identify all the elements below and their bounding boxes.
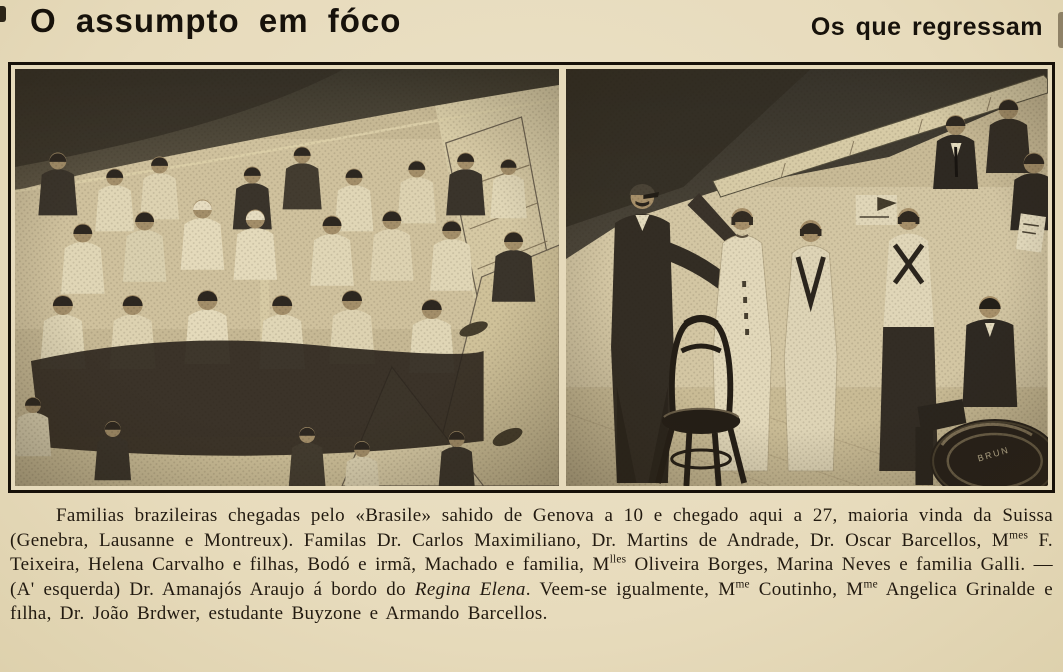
saloon-photo-illustration [15, 69, 559, 486]
photo-spread [8, 62, 1055, 493]
photo-vignette [566, 69, 1048, 486]
print-smudge-right [1058, 12, 1063, 48]
photo-right-deck-group [566, 69, 1048, 486]
madame-abbrev-sup-2: me [735, 578, 750, 591]
caption-run-4: . Veem-se igualmente, M [525, 578, 736, 600]
page-header [0, 0, 1063, 62]
mademoiselle-abbrev-sup: lles [609, 553, 627, 566]
caption-run-6: Angelica Grinalde e fılha, Dr. João Brdwer, estudante Buyzone e Armando Barcellos. [10, 578, 1053, 624]
madame-abbrev-sup-1: mes [1009, 529, 1029, 542]
ship-name-italic: Regina Elena [414, 578, 526, 600]
caption-run-5: Coutinho, M [749, 578, 864, 600]
deck-photo-illustration [566, 69, 1048, 486]
caption-run-1: Familias brazileiras chegadas pelo «Brasile» sahido de Genova a 10 e chegado aqui a 27, maioria vinda da Suissa (Genebra, Lausanne e Montreux). Familas Dr. Carlos Maximiliano, Dr. Martins de Andrade, Dr. Oscar Barcellos, M [10, 505, 1053, 551]
caption-run-2: F. Teixeira, Helena Carvalho e filhas, Bodó e irmã, Machado e familia, M [10, 529, 1053, 575]
photo-left-ship-saloon-group [15, 69, 559, 486]
photo-caption [10, 504, 1053, 627]
madame-abbrev-sup-3: me [863, 578, 878, 591]
photo-vignette [15, 69, 559, 486]
caption-run-3: Oliveira Borges, Marina Neves e familia Galli. — (A' esquerda) Dr. Amanajós Araujo á bordo do [10, 554, 1053, 600]
section-headline: O assumpto em fóco [30, 2, 402, 39]
photo-series-title: Os que regressam [810, 13, 1043, 41]
print-smudge-left [0, 6, 6, 22]
